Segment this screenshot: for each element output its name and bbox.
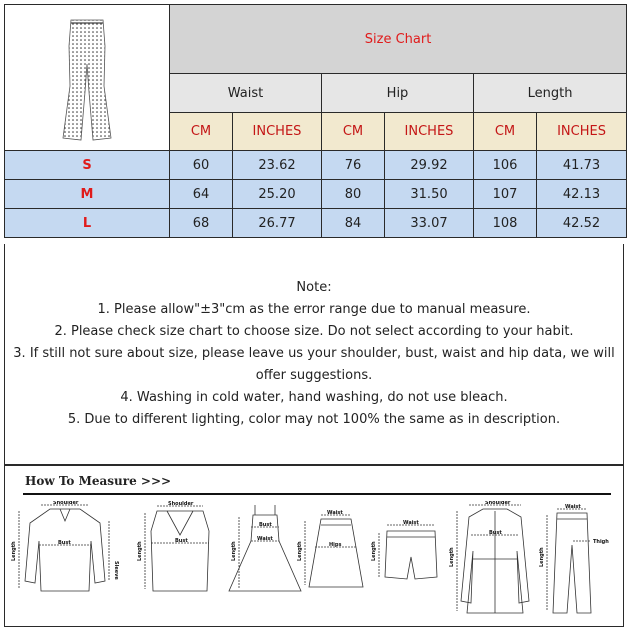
table-cell: 41.73 (537, 151, 627, 180)
group-hip: Hip (322, 74, 474, 113)
how-to-measure-panel (4, 465, 624, 627)
pants-thumbnail (5, 5, 170, 151)
group-waist: Waist (170, 74, 322, 113)
note-line: 1. Please allow"±3"cm as the error range due to manual measure. (97, 302, 531, 317)
svg-text:Sleeve: Sleeve (113, 561, 119, 580)
size-label: L (5, 209, 170, 238)
table-cell: 106 (474, 151, 537, 180)
svg-text:Shoulder: Shoulder (53, 501, 79, 506)
notes-heading: Note: (296, 280, 332, 295)
svg-text:Bust: Bust (489, 530, 502, 536)
unit-header: CM (170, 113, 233, 151)
unit-header: INCHES (385, 113, 474, 151)
note-line: 2. Please check size chart to choose size. Do not select according to your habit. (54, 324, 574, 339)
svg-text:Hips: Hips (329, 542, 342, 548)
table-cell: 84 (322, 209, 385, 238)
svg-text:Shoulder: Shoulder (485, 501, 511, 506)
unit-header: INCHES (233, 113, 322, 151)
size-chart-table (4, 4, 627, 238)
notes-panel (4, 244, 624, 465)
svg-text:Shoulder: Shoulder (168, 501, 194, 507)
dress-measure-figure (229, 505, 301, 591)
svg-text:Waist: Waist (257, 536, 273, 542)
group-length: Length (474, 74, 627, 113)
flare-pants-image (7, 6, 167, 146)
table-cell: 64 (170, 180, 233, 209)
shorts-measure-figure (371, 520, 437, 579)
note-line: 4. Washing in cold water, hand washing, do not use bleach. (120, 390, 508, 405)
table-cell: 25.20 (233, 180, 322, 209)
table-row (5, 180, 627, 209)
table-cell: 76 (322, 151, 385, 180)
svg-text:Waist: Waist (403, 520, 419, 526)
measurement-illustrations (5, 501, 623, 625)
svg-text:Length: Length (11, 541, 17, 561)
table-cell: 107 (474, 180, 537, 209)
how-to-measure-title: How To Measure >>> (25, 474, 172, 488)
table-cell: 26.77 (233, 209, 322, 238)
unit-header: INCHES (537, 113, 627, 151)
svg-text:Thigh: Thigh (593, 539, 609, 545)
table-cell: 33.07 (385, 209, 474, 238)
note-line: 3. If still not sure about size, please leave us your shoulder, bust, waist and hip data, we will offer suggestions. (13, 346, 615, 383)
size-chart-title: Size Chart (170, 5, 627, 74)
svg-text:Length: Length (539, 547, 545, 567)
unit-header: CM (322, 113, 385, 151)
size-label: M (5, 180, 170, 209)
table-row (5, 209, 627, 238)
svg-text:Length: Length (449, 547, 455, 567)
table-cell: 23.62 (233, 151, 322, 180)
trousers-measure-figure (539, 504, 609, 613)
unit-header: CM (474, 113, 537, 151)
blouse-measure-figure (11, 501, 119, 591)
table-cell: 42.52 (537, 209, 627, 238)
table-cell: 42.13 (537, 180, 627, 209)
table-cell: 29.92 (385, 151, 474, 180)
svg-text:Length: Length (297, 541, 303, 561)
table-cell: 80 (322, 180, 385, 209)
skirt-measure-figure (297, 510, 363, 587)
note-line: 5. Due to different lighting, color may not 100% the same as in description. (67, 412, 561, 427)
svg-text:Bust: Bust (175, 538, 188, 544)
table-cell: 108 (474, 209, 537, 238)
table-row (5, 151, 627, 180)
svg-text:Bust: Bust (58, 540, 71, 546)
table-cell: 31.50 (385, 180, 474, 209)
svg-text:Length: Length (231, 541, 237, 561)
table-cell: 60 (170, 151, 233, 180)
table-cell: 68 (170, 209, 233, 238)
size-label: S (5, 151, 170, 180)
svg-text:Waist: Waist (565, 504, 581, 510)
vest-measure-figure (137, 501, 209, 591)
svg-text:Waist: Waist (327, 510, 343, 516)
svg-text:Bust: Bust (259, 522, 272, 528)
svg-text:Length: Length (137, 541, 143, 561)
svg-text:Length: Length (371, 541, 377, 561)
divider (23, 493, 611, 495)
coat-measure-figure (449, 501, 529, 613)
